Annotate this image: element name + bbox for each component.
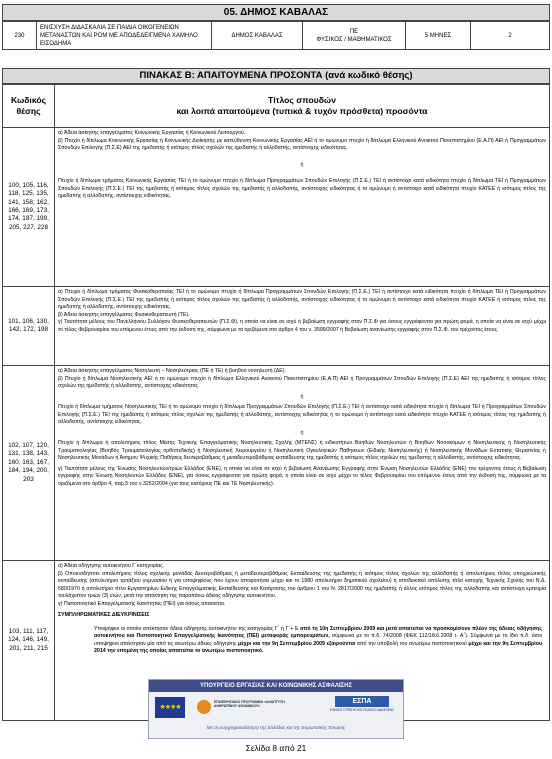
specialty-name: ΦΥΣΙΚΟΣ / ΜΑΘΗΜΑΤΙΚΟΣ bbox=[316, 36, 392, 43]
espa-logo bbox=[327, 696, 397, 720]
program-title: ΕΝΙΣΧΥΣΗ ΔΙΔΑΣΚΑΛΙΑ ΣΕ ΠΑΙΔΙΑ ΟΙΚΟΓΕΝΕΙΩΝ ΜΕΤΑΝΑΣΤΩΝ ΚΑΙ ΡΟΜ ΜΕ ΑΠΟΔΕΔΕΙΓΜΕΝΑ ΧΑΜΗΛΟ ΕΙΣΟΔΗΜΑ bbox=[37, 22, 212, 50]
position-codes: 101, 106, 130, 142, 172, 198 bbox=[3, 287, 55, 366]
table-row bbox=[3, 287, 550, 366]
qualifications-header-row bbox=[3, 85, 550, 128]
ministry-title: ΥΠΟΥΡΓΕΙΟ ΕΡΓΑΣΙΑΣ ΚΑΙ ΚΟΙΝΩΝΙΚΗΣ ΑΣΦΑΛΙΣΗΣ bbox=[149, 680, 403, 692]
supplementary-note bbox=[58, 626, 546, 656]
program-table bbox=[2, 21, 550, 50]
or-separator: ή bbox=[300, 161, 304, 168]
col-header-codes-line1: Κωδικός bbox=[10, 95, 47, 105]
col-header-titles-line1: Τίτλος σπουδών bbox=[268, 95, 336, 105]
program-positions: 2 bbox=[471, 22, 550, 50]
municipality-header: 05. ΔΗΜΟΣ ΚΑΒΑΛΑΣ bbox=[2, 4, 550, 21]
program-specialty bbox=[303, 22, 406, 50]
qualification-paragraph: Πτυχίο ή δίπλωμα τμήματος Νοσηλευτικής ΤΕΙ ή το ομώνυμο πτυχίο ή δίπλωμα Προγραμμάτων Σπουδών Επιλογής (Π.Σ.Ε.) ΤΕΙ ή αντίστοιχο κατά ειδικότητα πτυχίο ή δίπλωμα ΤΕΙ ή Προγραμμάτων Σπουδών Επιλογής (Π.Σ.Ε.) ΤΕΙ της ημεδαπής ή ισότιμος τίτλος σχολών της ημεδαπής ή αλλοδαπής, αντίστοιχης ειδικότητας ή το ομώνυμο ή αντίστοιχο κατά ειδικότητα πτυχίο ΚΑΤΕΕ ή ισότιμος τίτλος της ημεδαπής ή αλλοδαπής, αντίστοιχης ειδικότητας. bbox=[58, 404, 546, 425]
or-separator: ή bbox=[300, 393, 304, 400]
qualification-paragraph: β) Πτυχίο ή δίπλωμα Κοινωνικής Εργασίας ή Κοινωνικής Διοίκησης με κατεύθυνση Κοινωνικής Εργασίας ΑΕΙ ή το ομώνυμο πτυχίο ή δίπλωμα Ελληνικού Ανοικτού Πανεπιστημίου (Ε.Α.Π) ΑΕΙ ή Προγραμμάτων Σπουδών Επιλογής (Π.Σ.Ε) ΑΕΙ της ημεδαπής ή ισότιμος τίτλος σχολών της ημεδαπής ή αλλοδαπής, αντίστοιχης ειδικότητας. bbox=[58, 137, 546, 151]
cofunding-note: Με τη συγχρηματοδότηση της Ελλάδας και της Ευρωπαϊκής Ένωσης bbox=[206, 725, 346, 730]
qualification-paragraph: β) Άδεια άσκησης επαγγέλματος Φυσικοθεραπευτή (ΤΕ). bbox=[58, 311, 190, 318]
qualification-paragraph: β) Πτυχίο ή δίπλωμα Νοσηλευτικής ΑΕΙ ή το ομώνυμο πτυχίο ή δίπλωμα Ελληνικού Ανοικτού Πανεπιστημίου (Ε.Α.Π) ΑΕΙ ή Προγραμμάτων Σπουδών Επιλογής (Π.Σ.Ε) ΑΕΙ της ημεδαπής ή ισότιμος τίτλος σχολών της ημεδαπής ή αλλοδαπής, αντίστοιχης ειδικότητας bbox=[58, 375, 546, 389]
table-row bbox=[3, 366, 550, 561]
col-header-titles-line2: και λοιπά απαιτούμενα (τυπικά & τυχόν πρόσθετα) προσόντα bbox=[176, 106, 428, 116]
epan-mark-icon bbox=[197, 700, 211, 714]
note-text: Υποψήφιοι οι οποίοι απέκτησαν άδεια οδήγησης αυτοκινήτου της κατηγορίας Γ΄ ή Γ΄+ Ε bbox=[94, 625, 301, 632]
table-row bbox=[3, 128, 550, 287]
program-municipality: ΔΗΜΟΣ ΚΑΒΑΛΑΣ bbox=[212, 22, 303, 50]
qualification-paragraph: γ) Πιστοποιητικό Επαγγελματικής Ικανότητας (ΠΕΙ) για όσους απαιτείται. bbox=[58, 600, 226, 607]
program-code: 230 bbox=[3, 22, 37, 50]
note-bold-text: μέχρι και την 9η Σεπτεμβρίου 2009 εξαιρούνται bbox=[238, 640, 356, 647]
qualification-paragraph: Πτυχίο ή δίπλωμα ή απολυτήριος τίτλος Μέσης Τεχνικής Επαγγελματικής Νοσηλευτικής Σχολής (ΜΤΕΝΣ) ή ειδικοτήτων Βοηθών Νοσηλευτών ή Βοηθών Νοσοκόμων ή Νοσηλευτικής ή Νοσηλευτικής Τραυματιολογίας (Βοηθός Τραυματιολογίας ορθοπεδικής) ή Νοσηλευτική Χειρουργείου ή Νοσηλευτική Ογκολογικών Παθήσεων (Ειδικής Νοσηλευτικής) ή Νοσηλευτικής Μονάδων Εντατικής Θεραπείας ή Νοσηλευτικής Μονάδων ή Άσημου Ψυχικής Παθήσεις δευτεροβάθμιας ή μεταδευτεροβάθμιας εκπαίδευσης της ημεδαπής ή ισότιμος τίτλος σχολών της ημεδαπής ή αλλοδαπής, αντίστοιχης ειδικότητας. bbox=[58, 440, 546, 461]
funding-banner bbox=[148, 679, 404, 739]
program-row bbox=[3, 22, 550, 50]
program-duration: 5 ΜΗΝΕΣ bbox=[406, 22, 471, 50]
qualifications-table bbox=[2, 84, 550, 721]
page-number: Σελίδα 8 από 21 bbox=[245, 743, 307, 753]
position-codes: 103, 111, 117, 124, 146, 149, 201, 211, 215 bbox=[3, 561, 55, 721]
qualification-paragraph: α) Άδεια άσκησης επαγγέλματος Κοινωνικής Εργασίας ή Κοινωνικού Λειτουργού. bbox=[58, 130, 246, 136]
position-codes: 102, 107, 120, 131, 138, 143, 160, 163, 167, 184, 194, 200, 203 bbox=[3, 366, 55, 561]
qualification-paragraph: γ) Ταυτότητα μέλους της Ένωσης Νοσηλευτών/τριών Ελλάδος (ΕΝΕ), η οποία να είναι σε ισχύ ή βεβαίωση Ανανέωσης Εγγραφής στην Ένωση Νοσηλευτών Ελλάδος (ΕΝΕ) του τρέχοντος έτους ή Βεβαίωση εγγραφής στην Ένωση Νοσηλευτών Ελλάδος (ΕΝΕ), για όσους εγγράφονται για πρώτη φορά, η οποία είναι σε ισχύ μέχρι το τέλος Φεβρουαρίου του επόμενου έτους από την έκδοσή της, σύμφωνα με τα οριζόμενα στο άρθρο 4, παρ.5 του ν.3252/2004 (για τους κατόχους ΠΕ και ΤΕ Νοσηλευτικής). bbox=[58, 465, 546, 487]
qualification-paragraph: β) Οποιοσδήποτε απολυτήριος τίτλος σχολικής μονάδας Δευτεροβάθμιας ή μεταδευτεροβάθμιας Εκπαίδευσης της ημεδαπής ή ισότιμος τίτλος σχολών της αλλοδαπής ή απολυτήριος τίτλος υποχρεωτικής εκπαίδευσης (απολυτήριο τριτάξιου γυμνασίου ή για υποψηφίους που έχουν αποφοιτήσει μέχρι και το 1980 απολυτήριο δημοτικού σχολείου) ή αποδεικτικό απόλυτης τίτλο κατοχής Τεχνικής Σχολής του Ν.Δ. 580/1970 ή απολυτήριο τίτλο Εργαστηρίων Ειδικής Επαγγελματικής Εκπαίδευσης και Κατάρτισης του άρθρου 1 του Ν. 2817/2000 της ημεδαπής ή άλλος ισότιμος τίτλος της αλλοδαπής και αντίστοιχη εμπειρία τουλάχιστον τριών (3) ετών, μετά την απόκτηση της παραπάνω άδειας οδήγησης αυτοκινήτου. bbox=[58, 570, 546, 599]
specialty-level: ΠΕ bbox=[349, 28, 359, 35]
note-text: από την υποβολή του ανωτέρω πιστοποιητικού bbox=[355, 640, 469, 647]
epan-logo bbox=[197, 698, 289, 718]
col-header-titles bbox=[55, 85, 550, 128]
note-bold-text: από τη 10η Σεπτεμβρίου 2009 και μετά απαιτείται να προσκομίσουν πλέον της άδειας οδήγησης αυτοκινήτου και Πιστοποιητικό Επαγγελματικής Ικανότητας (ΠΕΙ) μεταφοράς εμπορευμάτων, bbox=[94, 625, 542, 639]
note-text: σύμφωνα με το π.δ. 74/2008 (ΦΕΚ 112/18.6.2008 τ. Α΄). Σύμφωνα με το ίδιο π.δ. όσοι υποψήφιοι απέκτησαν μία από τις ανωτέρω άδειες οδήγησης bbox=[94, 633, 542, 647]
epan-text: ΕΠΙΧΕΙΡΗΣΙΑΚΟ ΠΡΟΓΡΑΜΜΑ «ΑΝΑΠΤΥΞΗ ΑΝΘΡΩΠΙΝΟΥ ΔΥΝΑΜΙΚΟΥ» bbox=[214, 700, 285, 709]
espa-title: ΕΣΠΑ bbox=[335, 696, 389, 707]
supplementary-title: ΣΥΜΠΛΗΡΩΜΑΤΙΚΕΣ ΔΙΕΥΚΡΙΝΙΣΕΙΣ bbox=[58, 612, 150, 618]
qualifications-cell bbox=[55, 366, 550, 561]
col-header-codes-line2: θέσης bbox=[16, 106, 41, 116]
qualification-paragraph: γ) Ταυτότητα μέλους του Πανελλήνιου Συλλόγου Φυσικοθεραπευτών (Π.Σ.Φ), η οποία να είναι σε ισχύ ή βεβαίωση εγγραφής στον Π.Σ.Φ για όσους εγγράφονται για πρώτη φορά, η οποία να είναι σε ισχύ μέχρι το τέλος Φεβρουαρίου του επόμενου έτους από την έκδοσή της, σύμφωνα με τα οριζόμενα στο άρθρο 4 του ν. 3599/2007 ή Βεβαίωση ανανέωσης εγγραφής στον Π.Σ.Φ. του τρέχοντος έτους. bbox=[58, 319, 546, 333]
qualification-paragraph: α) Άδεια οδήγησης αυτοκινήτου Γ΄κατηγορίας. bbox=[58, 563, 165, 569]
qualifications-cell bbox=[55, 287, 550, 366]
qualification-paragraph: Πτυχίο ή δίπλωμα τμήματος Κοινωνικής Εργασίας ΤΕΙ ή το ομώνυμο πτυχίο ή δίπλωμα Προγραμμάτων Σπουδών Επιλογής (Π.Σ.Ε.) ΤΕΙ ή αντίστοιχο κατά ειδικότητα πτυχίο ή δίπλωμα ΤΕΙ ή Προγραμμάτων Σπουδών Επιλογής (Π.Σ.Ε.) ΤΕΙ της ημεδαπής ή ισότιμος τίτλος σχολών της ημεδαπής ή αλλοδαπής, αντίστοιχης ειδικότητας ή το ομώνυμο ή αντίστοιχο κατά ειδικότητα πτυχίο ΚΑΤΕΕ ή ισότιμος τίτλος της ημεδαπής ή αλλοδαπής, αντίστοιχης ειδικότητας. bbox=[58, 178, 546, 199]
table-b-title: ΠΙΝΑΚΑΣ Β: ΑΠΑΙΤΟΥΜΕΝΑ ΠΡΟΣΟΝΤΑ (ανά κωδικό θέσης) bbox=[2, 68, 550, 84]
qualifications-cell bbox=[55, 128, 550, 287]
position-codes: 100, 105, 116, 118, 125, 135, 141, 158, 162, 166, 169, 173, 174, 187, 199, 205, 227, 228 bbox=[3, 128, 55, 287]
qualification-paragraph: α) Πτυχίο ή δίπλωμα τμήματος Φυσικοθεραπείας ΤΕΙ ή το ομώνυμο πτυχίο ή δίπλωμα Προγραμμάτων Σπουδών Επιλογής (Π.Σ.Ε.) ΤΕΙ ή αντίστοιχο κατά ειδικότητα πτυχίο ή δίπλωμα ΤΕΙ ή Προγραμμάτων Σπουδών Επιλογής (Π.Σ.Ε.) ΤΕΙ της ημεδαπής ή ισότιμος τίτλος σχολών της ημεδαπής ή αλλοδαπής, αντίστοιχης ειδικότητας ή το ομώνυμο ή αντίστοιχο κατά ειδικότητα πτυχίο ΚΑΤΕΕ ή ισότιμος τίτλος της ημεδαπής ή αλλοδαπής, αντίστοιχης ειδικότητας. bbox=[58, 289, 546, 310]
espa-subtitle: ΕΘΝΙΚΟ ΣΤΡΑΤΗΓΙΚΟ ΠΛΑΙΣΙΟ ΑΝΑΦΟΡΑΣ bbox=[329, 708, 395, 712]
note-bold-text: μέχρι και την 9η Σεπτεμβρίου 2014 την επομένη της οποίας απαιτείται το ανωτέρω πιστοποιητικό. bbox=[94, 640, 543, 654]
or-separator: ή bbox=[300, 429, 304, 436]
col-header-codes bbox=[3, 85, 55, 128]
eu-flag-icon: ★★★★ bbox=[155, 697, 185, 718]
qualification-paragraph: α) Άδεια άσκησης επαγγέλματος Νοσηλευτή – Νοσηλεύτριας (ΠΕ ή ΤΕ) ή βοηθού νοσηλευτή (ΔΕ). bbox=[58, 368, 287, 374]
